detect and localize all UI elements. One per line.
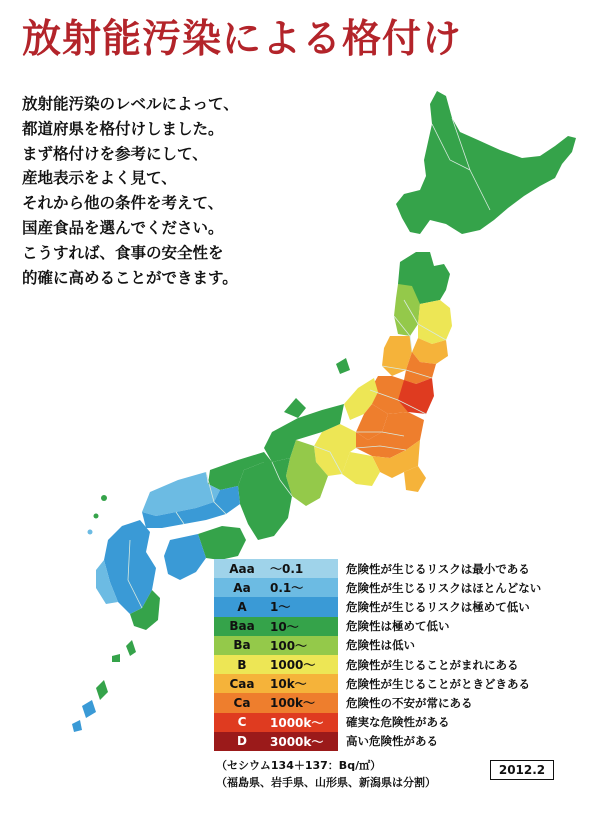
intro-line: 産地表示をよく見て、 [22, 169, 177, 188]
legend-desc: 危険性が生じるリスクはほとんどない [346, 580, 542, 595]
legend-row-ca [214, 693, 594, 712]
region-noto [284, 398, 306, 418]
legend-range: 1～ [270, 600, 291, 615]
island [94, 514, 99, 519]
legend-desc: 危険性が生じることがときどきある [346, 676, 530, 691]
legend-grade: Aa [233, 580, 251, 595]
legend-desc: 危険性は極めて低い [346, 619, 450, 634]
legend-range: ～0.1 [270, 562, 304, 577]
legend-grade: C [237, 715, 247, 730]
region-shikoku-green [198, 526, 246, 560]
legend-desc: 危険性は低い [346, 638, 415, 653]
legend-desc: 高い危険性がある [346, 734, 438, 749]
legend-row-caa [214, 674, 594, 693]
legend-grade: Baa [229, 619, 255, 634]
region-sado [336, 358, 350, 374]
legend-row-d [214, 732, 594, 751]
legend-swatch [214, 674, 338, 693]
legend-range: 100～ [270, 638, 308, 653]
legend-swatch [214, 655, 338, 674]
intro-line: それから他の条件を考えて、 [22, 194, 224, 213]
legend-range: 0.1～ [270, 581, 304, 596]
intro-line: こうすれば、食事の安全性を [22, 243, 224, 262]
legend-grade: A [237, 599, 247, 614]
legend-swatch [214, 597, 338, 616]
intro-line: 国産食品を選んでください。 [22, 218, 224, 237]
legend-range: 10k～ [270, 677, 307, 692]
legend-row-aaa [214, 559, 594, 578]
legend-swatch [214, 578, 338, 597]
legend-grade: Ba [233, 638, 251, 653]
island-okinawa-2 [82, 700, 96, 718]
island-okinawa-1 [96, 680, 108, 700]
legend-swatch [214, 617, 338, 636]
legend-swatch [214, 713, 338, 732]
region-shikoku-blue [164, 534, 206, 580]
legend-range: 3000k～ [270, 734, 324, 749]
island [88, 530, 93, 535]
legend-row-ba [214, 636, 594, 655]
region-kansai [238, 458, 292, 540]
legend-desc: 確実な危険性がある [346, 715, 450, 730]
legend-grade: Caa [229, 676, 255, 691]
legend-row-a [214, 597, 594, 616]
date-box: 2012.2 [490, 760, 554, 780]
legend-row-baa [214, 617, 594, 636]
region-iwate [418, 300, 452, 344]
legend-grade: Aaa [229, 561, 255, 576]
legend-grade: D [237, 734, 247, 749]
legend-row-aa [214, 578, 594, 597]
legend-range: 1000k～ [270, 715, 324, 730]
legend-grade: Ca [233, 695, 251, 710]
legend-swatch [214, 559, 338, 578]
legend-swatch [214, 693, 338, 712]
legend-range: 10～ [270, 619, 299, 634]
legend-range: 1000～ [270, 658, 316, 673]
region-hokkaido [396, 91, 576, 234]
legend-swatch [214, 636, 338, 655]
island-yakushima [112, 654, 120, 662]
legend-grade: B [237, 657, 247, 672]
island-tanegashima [126, 640, 136, 656]
unit-note: （セシウム134＋137：Bq/㎡） [216, 759, 382, 772]
legend [214, 559, 594, 751]
island-okinawa-3 [72, 720, 82, 732]
legend-row-b [214, 655, 594, 674]
legend-desc: 危険性が生じることがまれにある [346, 657, 519, 672]
split-note: （福島県、岩手県、山形県、新潟県は分割） [216, 776, 436, 789]
island [101, 495, 107, 501]
intro-line: 的確に高めることができます。 [22, 268, 238, 287]
legend-row-c [214, 713, 594, 732]
intro-line: 放射能汚染のレベルによって、 [22, 95, 239, 113]
legend-desc: 危険性が生じるリスクは極めて低い [346, 599, 530, 614]
page-title: 放射能汚染による格付け [22, 17, 463, 62]
legend-desc: 危険性が生じるリスクは最小である [346, 561, 530, 576]
intro-line: 都道府県を格付けしました。 [22, 119, 224, 138]
legend-swatch [214, 732, 338, 751]
legend-range: 100k～ [270, 696, 316, 711]
intro-line: まず格付けを参考にして、 [22, 144, 208, 163]
legend-desc: 危険性の不安が常にある [346, 695, 473, 710]
